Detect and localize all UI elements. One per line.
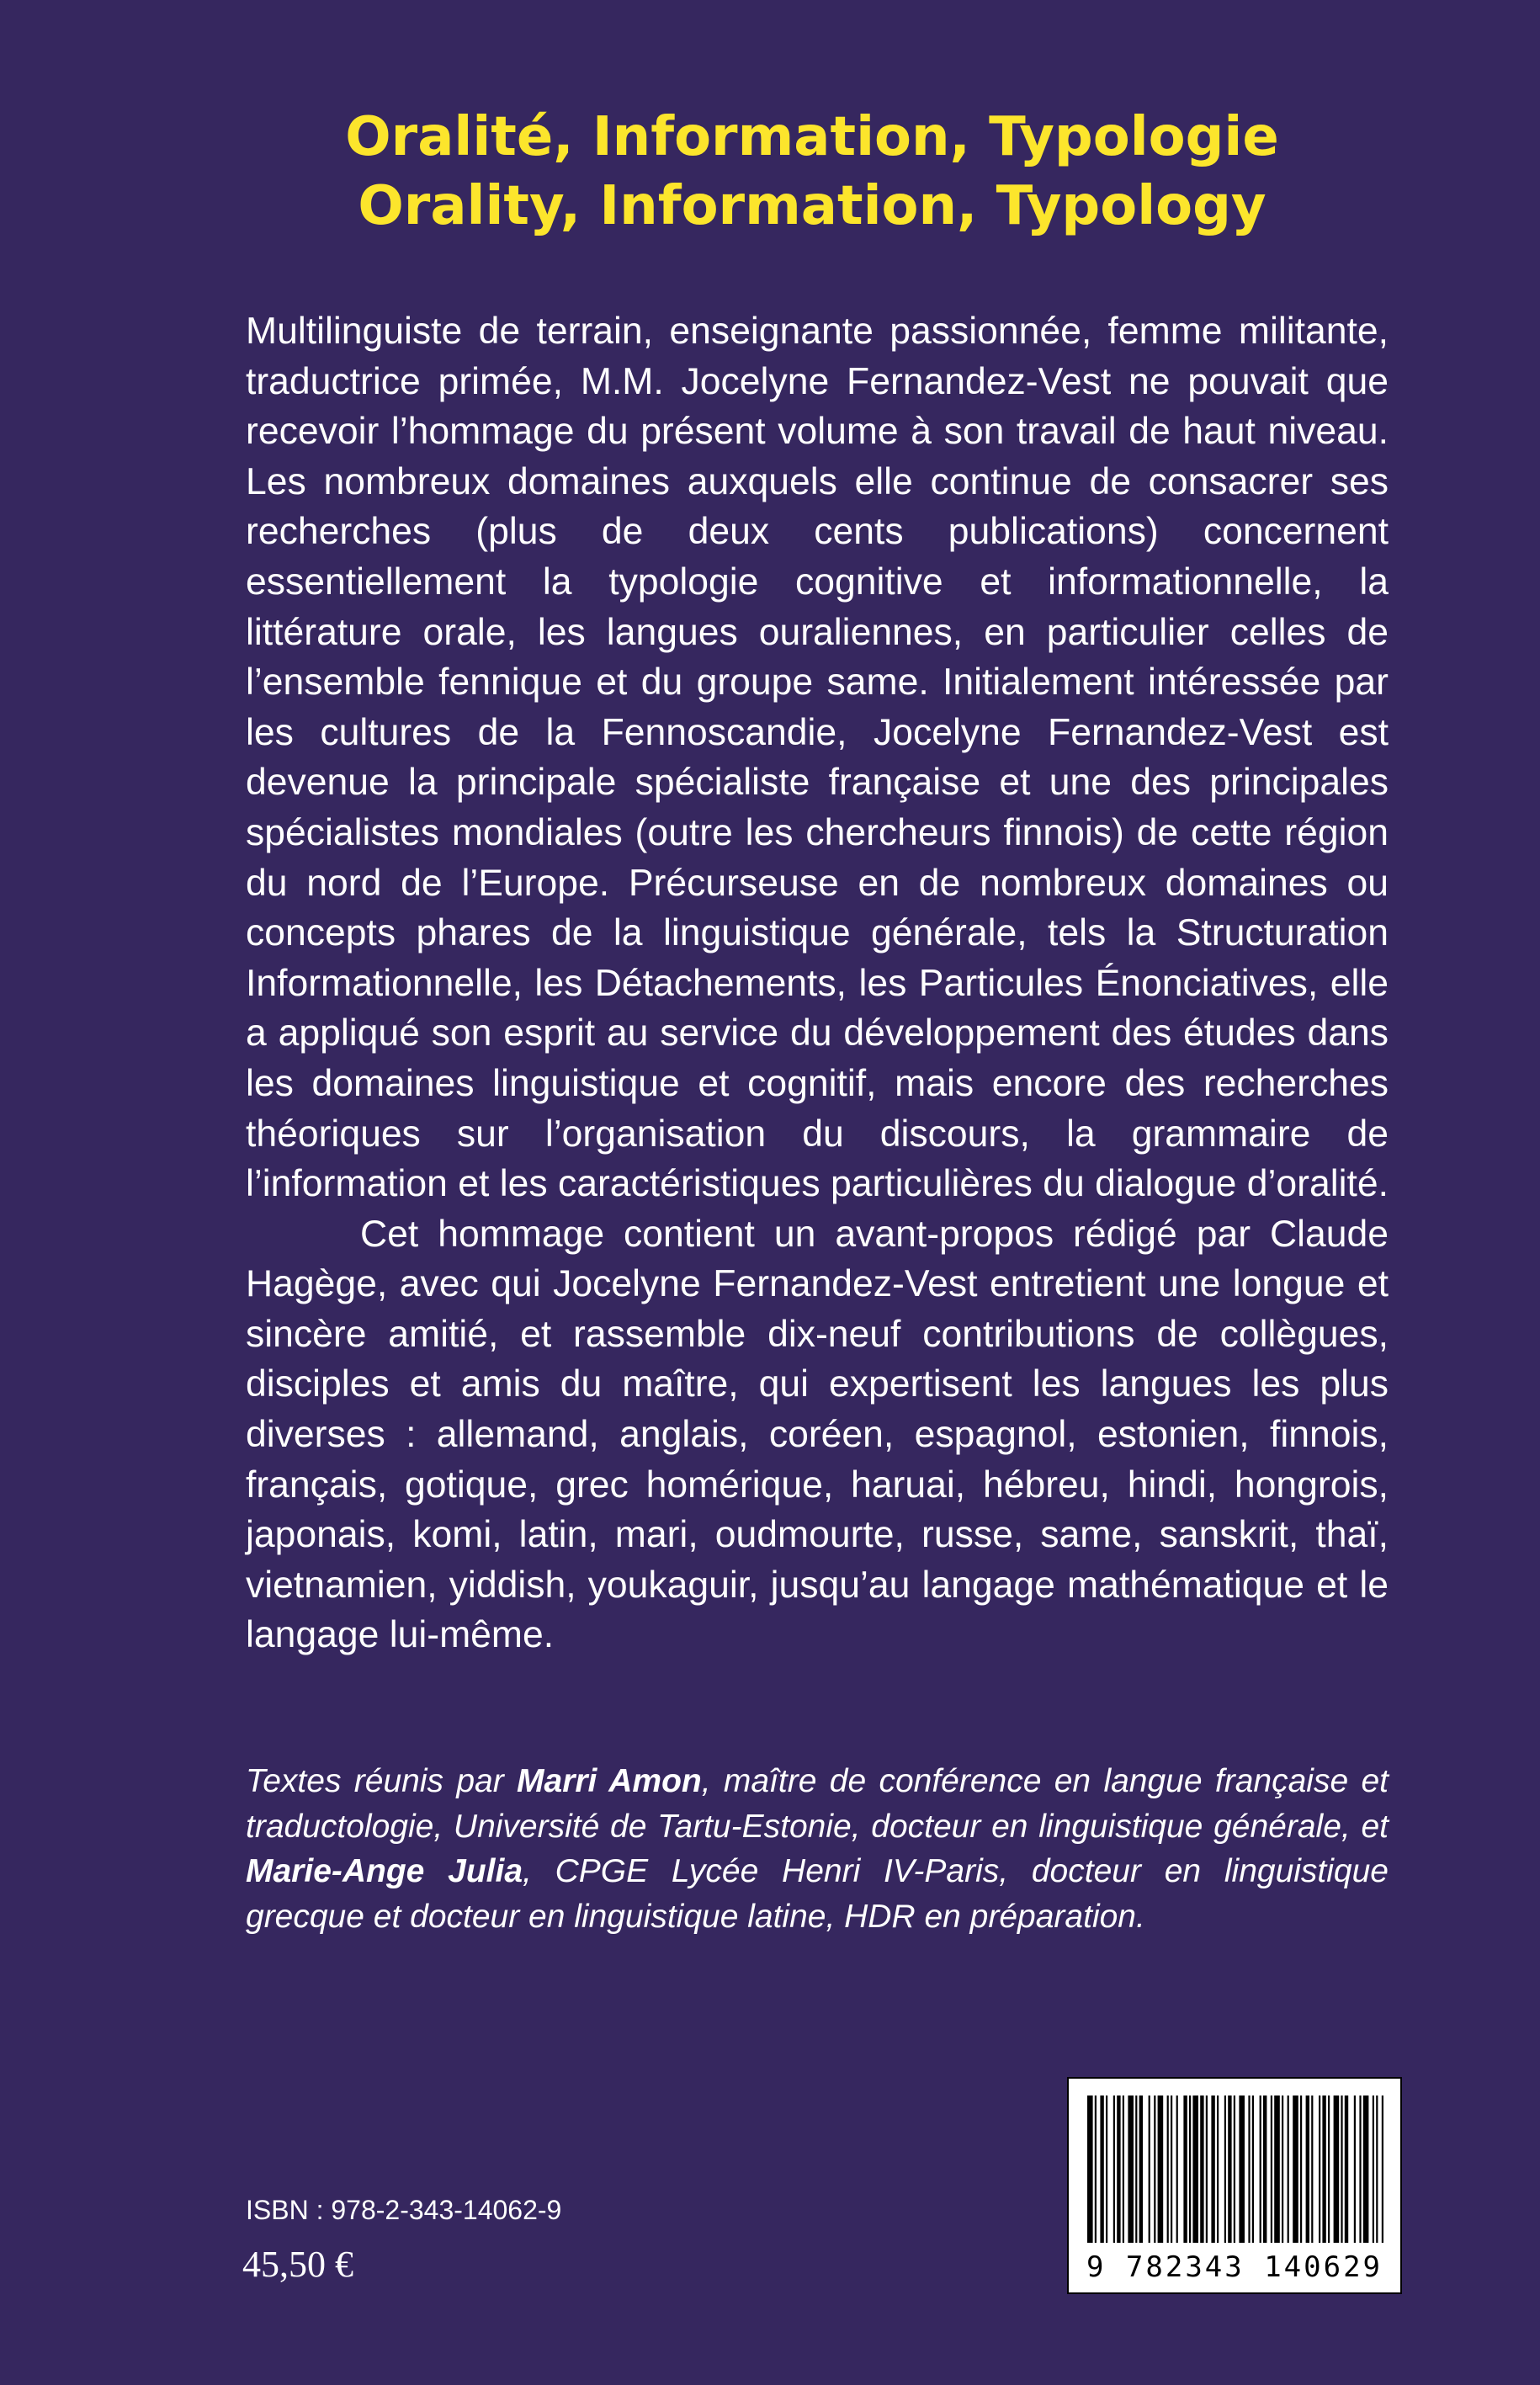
title-english: Orality, Information, Typology bbox=[358, 175, 1267, 237]
barcode-bar bbox=[1306, 2096, 1309, 2243]
barcode-bar bbox=[1263, 2096, 1267, 2243]
title-block bbox=[168, 103, 1456, 241]
barcode-bar bbox=[1376, 2096, 1378, 2243]
isbn: ISBN : 978-2-343-14062-9 bbox=[246, 2195, 562, 2225]
barcode-bar bbox=[1234, 2096, 1235, 2243]
barcode-bar bbox=[1123, 2096, 1124, 2243]
barcode-bar bbox=[1087, 2096, 1093, 2243]
editor-name-1: Marri Amon bbox=[517, 1763, 702, 1799]
barcode-bar bbox=[1139, 2096, 1143, 2243]
editors-intro: Textes réunis par bbox=[246, 1763, 518, 1799]
price: 45,50 € bbox=[242, 2244, 353, 2285]
barcode-bar bbox=[1206, 2096, 1208, 2243]
barcode-bar bbox=[1192, 2096, 1198, 2243]
barcode-bar bbox=[1300, 2096, 1302, 2243]
barcode-bar bbox=[1252, 2096, 1254, 2243]
barcode-bar bbox=[1095, 2096, 1097, 2243]
barcode bbox=[1067, 2077, 1402, 2294]
blurb bbox=[246, 306, 1389, 1660]
barcode-bar bbox=[1239, 2096, 1245, 2243]
editors-note bbox=[246, 1759, 1389, 1939]
barcode-bar bbox=[1363, 2096, 1369, 2243]
barcode-bar bbox=[1171, 2096, 1172, 2243]
barcode-bar bbox=[1228, 2096, 1231, 2243]
barcode-bar bbox=[1328, 2096, 1330, 2243]
barcode-bar bbox=[1373, 2096, 1374, 2243]
blurb-paragraph-1: Multilinguiste de terrain, enseignante passionnée, femme militante, traductrice primée, M.M. Jocelyne Fernandez-Vest ne pouvait que recevoir l’hommage du présent volume à son travail de haut niveau. Les nombreux domaines auxquels elle continue de consacrer ses recherches (plus de deux cents publications) concernent essentiellement la typologie cognitive et informationnelle, la littérature orale, les langues ouraliennes, en particulier celles de l’ensemble fennique et du groupe same. Initialement intéressée par les cultures de la Fennoscandie, Jocelyne Fernandez-Vest est devenue la principale spécialiste française et une des principales spécialistes mondiales (outre les chercheurs finnois) de cette région du nord de l’Europe. Précurseuse en de nombreux domaines ou concepts phares de la linguistique générale, tels la Structuration Informationnelle, les Détachements, les Particules Énonciatives, elle a appliqué son esprit au service du développement des études dans les domaines linguistique et cognitif, mais encore des recherches théoriques sur l’organisation du discours, la grammaire de l’information et les caractéristiques particulières du dialogue d’oralité. bbox=[246, 311, 1389, 1205]
barcode-digits: 9 782343 140629 bbox=[1086, 2250, 1383, 2284]
barcode-bar bbox=[1217, 2096, 1219, 2243]
barcode-bar bbox=[1271, 2096, 1272, 2243]
barcode-bar bbox=[1282, 2096, 1283, 2243]
editor-name-2: Marie-Ange Julia bbox=[246, 1853, 523, 1889]
barcode-bar bbox=[1319, 2096, 1320, 2243]
barcode-bar bbox=[1117, 2096, 1120, 2243]
barcode-bar bbox=[1293, 2096, 1298, 2243]
barcode-bar bbox=[1189, 2096, 1191, 2243]
blurb-paragraph-2: Cet hommage contient un avant-propos rédigé par Claude Hagège, avec qui Jocelyne Fernandez-Vest entretient une longue et sincère amitié, et rassemble dix-neuf contributions de collègues, disciples et amis du maître, qui expertisent les langues les plus diverses : allemand, anglais, coréen, espagnol, estonien, finnois, français, gotique, grec homérique, haruai, hébreu, hindi, hongrois, japonais, komi, latin, mari, oudmourte, russe, same, sanskrit, thaï, vietnamien, yiddish, youkaguir, jusqu’au langage mathématique et le langage lui-même. bbox=[246, 1213, 1389, 1656]
barcode-bar bbox=[1167, 2096, 1169, 2243]
barcode-bar bbox=[1211, 2096, 1214, 2243]
barcode-bar bbox=[1345, 2096, 1348, 2243]
barcode-bar bbox=[1311, 2096, 1313, 2243]
barcode-bars bbox=[1069, 2079, 1400, 2247]
barcode-bar bbox=[1200, 2096, 1203, 2243]
editor-description-2: , CPGE Lycée Henri IV-Paris, docteur en linguistique grecque et docteur en linguistique latine, HDR en préparation. bbox=[246, 1853, 1389, 1935]
barcode-bar bbox=[1260, 2096, 1261, 2243]
barcode-bar bbox=[1113, 2096, 1115, 2243]
barcode-bar bbox=[1158, 2096, 1164, 2243]
title-french: Oralité, Information, Typologie bbox=[345, 106, 1279, 168]
barcode-bar bbox=[1382, 2096, 1383, 2243]
barcode-bar bbox=[1224, 2096, 1226, 2243]
barcode-bar bbox=[1359, 2096, 1361, 2243]
barcode-bar bbox=[1176, 2096, 1178, 2243]
barcode-bar bbox=[1135, 2096, 1137, 2243]
barcode-bar bbox=[1248, 2096, 1250, 2243]
barcode-bar bbox=[1100, 2096, 1103, 2243]
barcode-bar bbox=[1183, 2096, 1187, 2243]
barcode-bar bbox=[1288, 2096, 1289, 2243]
barcode-bar bbox=[1322, 2096, 1325, 2243]
barcode-bar bbox=[1106, 2096, 1107, 2243]
barcode-bar bbox=[1154, 2096, 1155, 2243]
editor-description-1: , maître de conférence en langue française et traductologie, Université de Tartu-Estonie, docteur en linguistique générale, et bbox=[246, 1763, 1389, 1845]
barcode-bar bbox=[1274, 2096, 1280, 2243]
barcode-bar bbox=[1341, 2096, 1342, 2243]
barcode-bar bbox=[1128, 2096, 1134, 2243]
barcode-bar bbox=[1354, 2096, 1356, 2243]
barcode-bar bbox=[1334, 2096, 1340, 2243]
barcode-bar bbox=[1149, 2096, 1150, 2243]
